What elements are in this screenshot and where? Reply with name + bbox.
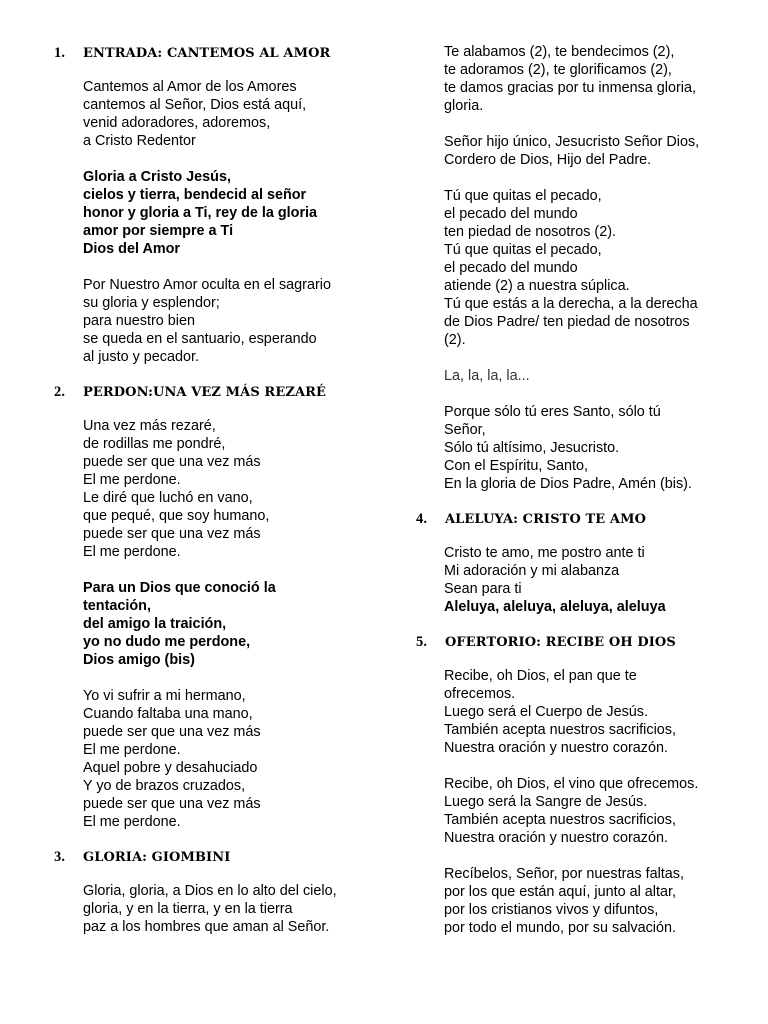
song-line: de rodillas me pondré, xyxy=(83,436,226,452)
song-line: Nuestra oración y nuestro corazón. xyxy=(444,830,668,846)
section-title: ENTRADA: CANTEMOS AL AMOR xyxy=(83,46,331,61)
song-line: Nuestra oración y nuestro corazón. xyxy=(444,740,668,756)
song-line: de Dios Padre/ ten piedad de nosotros xyxy=(444,314,690,330)
song-line: Gloria, gloria, a Dios en lo alto del cielo, xyxy=(83,883,337,899)
song-line: Mi adoración y mi alabanza xyxy=(444,563,620,579)
song-line: el pecado del mundo xyxy=(444,206,578,222)
song-line: venid adoradores, adoremos, xyxy=(83,115,271,131)
song-line: Tú que quitas el pecado, xyxy=(444,242,602,258)
song-line: Luego será el Cuerpo de Jesús. xyxy=(444,704,648,720)
song-line: puede ser que una vez más xyxy=(83,526,261,542)
song-line: cielos y tierra, bendecid al señor xyxy=(83,187,307,203)
song-line: Señor, xyxy=(444,422,486,438)
song-stanza xyxy=(83,168,394,258)
song-line: Dios del Amor xyxy=(83,241,181,257)
song-line: Cantemos al Amor de los Amores xyxy=(83,79,297,95)
song-stanza xyxy=(83,687,394,831)
song-line: Para un Dios que conoció la xyxy=(83,580,276,596)
song-line: El me perdone. xyxy=(83,544,181,560)
song-stanza xyxy=(83,882,394,936)
song-line: puede ser que una vez más xyxy=(83,724,261,740)
song-line: El me perdone. xyxy=(83,472,181,488)
song-line: tentación, xyxy=(83,598,151,614)
song-stanza xyxy=(444,133,746,169)
song-line: Te alabamos (2), te bendecimos (2), xyxy=(444,44,675,60)
left-column xyxy=(54,43,394,954)
section-number: 1. xyxy=(54,45,66,61)
song-line: cantemos al Señor, Dios está aquí, xyxy=(83,97,307,113)
song-line: El me perdone. xyxy=(83,742,181,758)
right-column xyxy=(416,43,746,955)
song-line: Y yo de brazos cruzados, xyxy=(83,778,246,794)
song-line: al justo y pecador. xyxy=(83,349,199,365)
song-line: Luego será la Sangre de Jesús. xyxy=(444,794,648,810)
song-line: Dios amigo (bis) xyxy=(83,652,195,668)
song-stanza xyxy=(444,43,746,115)
song-line: Yo vi sufrir a mi hermano, xyxy=(83,688,246,704)
song-line: gloria, y en la tierra, y en la tierra xyxy=(83,901,293,917)
song-line: Cristo te amo, me postro ante ti xyxy=(444,545,645,561)
song-line: ten piedad de nosotros (2). xyxy=(444,224,616,240)
song-stanza xyxy=(444,544,746,616)
song-line: Cuando faltaba una mano, xyxy=(83,706,253,722)
song-line: Gloria a Cristo Jesús, xyxy=(83,169,231,185)
song-stanza xyxy=(83,417,394,561)
song-line: puede ser que una vez más xyxy=(83,454,261,470)
section-title: PERDON:UNA VEZ MÁS REZARÉ xyxy=(83,385,327,400)
section-number: 5. xyxy=(416,634,428,650)
song-line: honor y gloria a Ti, rey de la gloria xyxy=(83,205,318,221)
section-heading xyxy=(54,847,394,868)
song-line: También acepta nuestros sacrificios, xyxy=(444,812,676,828)
song-line: gloria. xyxy=(444,98,484,114)
section-number: 3. xyxy=(54,849,66,865)
song-line: Le diré que luchó en vano, xyxy=(83,490,253,506)
song-line: se queda en el santuario, esperando xyxy=(83,331,317,347)
section-heading xyxy=(54,43,394,64)
song-line: Sean para ti xyxy=(444,581,522,597)
song-line: paz a los hombres que aman al Señor. xyxy=(83,919,330,935)
song-stanza xyxy=(444,775,746,847)
song-line: Recibe, oh Dios, el pan que te xyxy=(444,668,637,684)
song-line: para nuestro bien xyxy=(83,313,196,329)
song-line: por los que están aquí, junto al altar, xyxy=(444,884,677,900)
song-line: su gloria y esplendor; xyxy=(83,295,220,311)
song-line: Aquel pobre y desahuciado xyxy=(83,760,258,776)
section-heading xyxy=(416,632,746,653)
song-stanza xyxy=(444,865,746,937)
section-title: GLORIA: GIOMBINI xyxy=(83,850,231,865)
song-line: Tú que quitas el pecado, xyxy=(444,188,602,204)
song-line: En la gloria de Dios Padre, Amén (bis). xyxy=(444,476,692,492)
song-line: Señor hijo único, Jesucristo Señor Dios, xyxy=(444,134,700,150)
song-line: El me perdone. xyxy=(83,814,181,830)
song-line: La, la, la, la... xyxy=(444,368,530,384)
song-line: yo no dudo me perdone, xyxy=(83,634,251,650)
song-line: que pequé, que soy humano, xyxy=(83,508,270,524)
song-line: atiende (2) a nuestra súplica. xyxy=(444,278,630,294)
song-line: puede ser que una vez más xyxy=(83,796,261,812)
section-heading xyxy=(416,509,746,530)
song-stanza xyxy=(444,667,746,757)
song-line: el pecado del mundo xyxy=(444,260,578,276)
song-line: a Cristo Redentor xyxy=(83,133,196,149)
section-title: OFERTORIO: RECIBE OH DIOS xyxy=(445,635,676,650)
song-line: Cordero de Dios, Hijo del Padre. xyxy=(444,152,652,168)
song-stanza xyxy=(83,579,394,669)
song-line: ofrecemos. xyxy=(444,686,516,702)
song-line: por los cristianos vivos y difuntos, xyxy=(444,902,659,918)
song-stanza xyxy=(444,367,746,385)
song-line: Porque sólo tú eres Santo, sólo tú xyxy=(444,404,661,420)
song-line: Con el Espíritu, Santo, xyxy=(444,458,588,474)
song-line: También acepta nuestros sacrificios, xyxy=(444,722,676,738)
section-title: ALELUYA: CRISTO TE AMO xyxy=(445,512,647,527)
song-line: Recibe, oh Dios, el vino que ofrecemos. xyxy=(444,776,699,792)
song-line: te damos gracias por tu inmensa gloria, xyxy=(444,80,696,96)
song-line: por todo el mundo, por su salvación. xyxy=(444,920,676,936)
song-line: Tú que estás a la derecha, a la derecha xyxy=(444,296,698,312)
song-stanza xyxy=(444,187,746,349)
song-stanza xyxy=(83,78,394,150)
section-number: 2. xyxy=(54,384,66,400)
song-stanza xyxy=(444,403,746,493)
song-line: (2). xyxy=(444,332,466,348)
song-line: Recíbelos, Señor, por nuestras faltas, xyxy=(444,866,684,882)
song-line: amor por siempre a Ti xyxy=(83,223,234,239)
song-line: te adoramos (2), te glorificamos (2), xyxy=(444,62,672,78)
song-line-bold: Aleluya, aleluya, aleluya, aleluya xyxy=(444,599,666,615)
section-number: 4. xyxy=(416,511,428,527)
song-stanza xyxy=(83,276,394,366)
song-line: Sólo tú altísimo, Jesucristo. xyxy=(444,440,620,456)
song-line: Una vez más rezaré, xyxy=(83,418,216,434)
section-heading xyxy=(54,382,394,403)
song-line: del amigo la traición, xyxy=(83,616,227,632)
song-line: Por Nuestro Amor oculta en el sagrario xyxy=(83,277,331,293)
